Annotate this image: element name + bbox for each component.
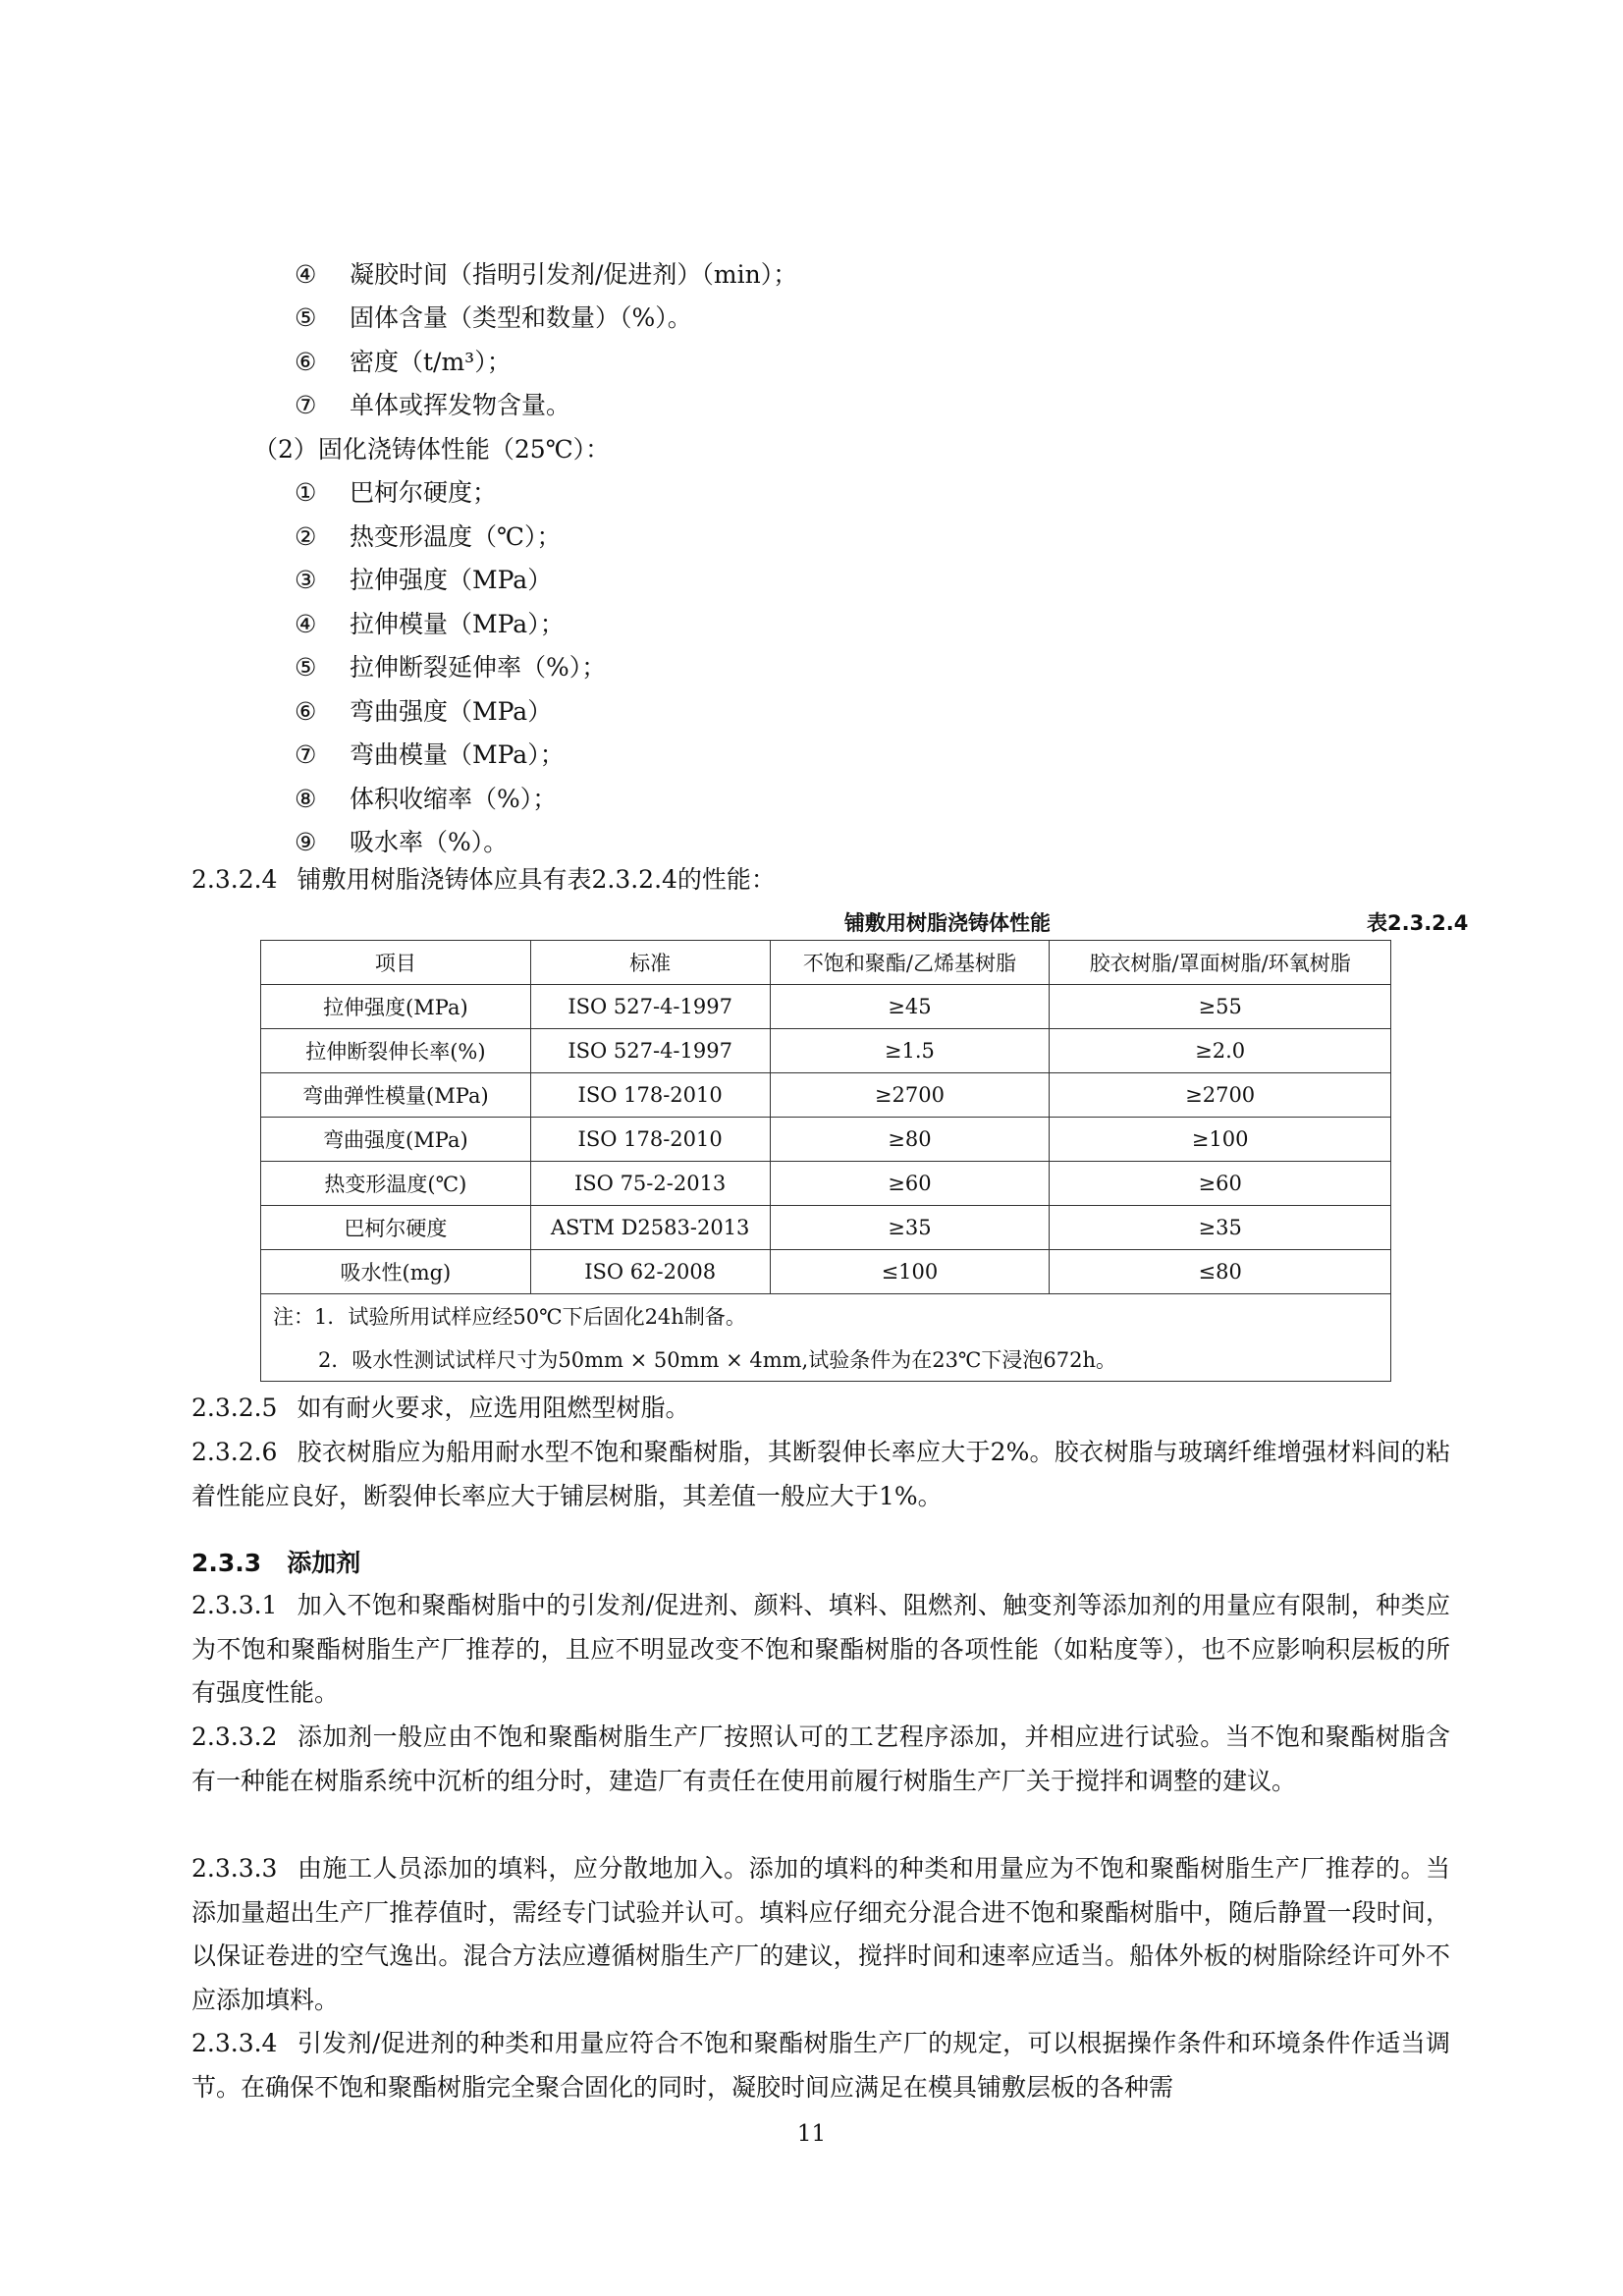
table-cell: ≤80 — [1050, 1250, 1391, 1294]
table-cell: ISO 178-2010 — [530, 1118, 770, 1162]
table-header-row — [261, 941, 1391, 985]
list-item: ④ 拉伸模量（MPa）； — [295, 610, 565, 638]
table-cell: ≥60 — [1050, 1162, 1391, 1206]
list-item: ⑨ 吸水率（%）。 — [295, 828, 509, 856]
table-cell: ≥2700 — [1050, 1073, 1391, 1118]
column-header: 标准 — [530, 941, 770, 985]
paragraph-2-3-2-4: 2.3.2.4 铺敷用树脂浇铸体应具有表2.3.2.4的性能： — [191, 865, 776, 894]
table-cell: ≥80 — [770, 1118, 1050, 1162]
page-number: 11 — [796, 2121, 827, 2147]
list-item: ⑧ 体积收缩率（%）； — [295, 785, 558, 813]
table-cell: ≥60 — [770, 1162, 1050, 1206]
list-item: ⑤ 拉伸断裂延伸率（%）； — [295, 653, 607, 682]
table-row — [261, 1162, 1391, 1206]
table-note: 注：1．试验所用试样应经50℃下后固化24h制备。 — [261, 1294, 1391, 1339]
table-cell: 拉伸断裂伸长率(%) — [261, 1029, 531, 1073]
table-caption: 铺敷用树脂浇铸体性能 — [844, 911, 1051, 935]
properties-table — [260, 940, 1391, 1382]
paragraph-2-3-3-4: 2.3.3.4 引发剂/促进剂的种类和用量应符合不饱和聚酯树脂生产厂的规定，可以根据操作条件和环境条件作适当调节。在确保不饱和聚酯树脂完全聚合固化的同时，凝胶时间应满足在模具铺敷层板的各种需 — [191, 2029, 1450, 2102]
table-note-row — [261, 1338, 1391, 1382]
table-cell: ≥45 — [770, 985, 1050, 1029]
table-cell: ≥1.5 — [770, 1029, 1050, 1073]
list-item: ⑦ 弯曲模量（MPa）； — [295, 740, 565, 769]
table-cell: ISO 62-2008 — [530, 1250, 770, 1294]
paragraph-2-3-2-6: 2.3.2.6 胶衣树脂应为船用耐水型不饱和聚酯树脂，其断裂伸长率应大于2%。胶衣树脂与玻璃纤维增强材料间的粘着性能应良好，断裂伸长率应大于铺层树脂，其差值一般应大于1%。 — [191, 1438, 1450, 1510]
column-header: 胶衣树脂/罩面树脂/环氧树脂 — [1050, 941, 1391, 985]
paragraph-2-3-3-3: 2.3.3.3 由施工人员添加的填料，应分散地加入。添加的填料的种类和用量应为不饱和聚酯树脂生产厂推荐的。当添加量超出生产厂推荐值时，需经专门试验并认可。填料应仔细充分混合进不饱和聚酯树脂中，随后静置一段时间，以保证卷进的空气逸出。混合方法应遵循树脂生产厂的建议，搅拌时间和速率应适当。船体外板的树脂除经许可外不应添加填料。 — [191, 1854, 1450, 2014]
list-item: ① 巴柯尔硬度； — [295, 478, 498, 507]
table-note: 2．吸水性测试试样尺寸为50mm × 50mm × 4mm,试验条件为在23℃下浸泡672h。 — [261, 1338, 1391, 1382]
paragraph-2-3-3-2: 2.3.3.2 添加剂一般应由不饱和聚酯树脂生产厂按照认可的工艺程序添加，并相应进行试验。当不饱和聚酯树脂含有一种能在树脂系统中沉析的组分时，建造厂有责任在使用前履行树脂生产厂关于搅拌和调整的建议。 — [191, 1722, 1450, 1795]
sub-heading: （2）固化浇铸体性能（25℃）： — [253, 435, 611, 464]
table-cell: ≥35 — [770, 1206, 1050, 1250]
table-cell: ISO 75-2-2013 — [530, 1162, 770, 1206]
table-cell: 巴柯尔硬度 — [261, 1206, 531, 1250]
table-row — [261, 1118, 1391, 1162]
list-item: ⑥ 弯曲强度（MPa） — [295, 697, 553, 726]
table-label: 表2.3.2.4 — [1367, 911, 1469, 935]
table-cell: ≥100 — [1050, 1118, 1391, 1162]
table-cell: ASTM D2583-2013 — [530, 1206, 770, 1250]
column-header: 项目 — [261, 941, 531, 985]
table-cell: ≥35 — [1050, 1206, 1391, 1250]
column-header: 不饱和聚酯/乙烯基树脂 — [770, 941, 1050, 985]
list-item: ③ 拉伸强度（MPa） — [295, 566, 553, 594]
table-row — [261, 1206, 1391, 1250]
table-cell: 热变形温度(℃) — [261, 1162, 531, 1206]
table-note-row — [261, 1294, 1391, 1339]
list-item: ⑦ 单体或挥发物含量。 — [295, 391, 571, 419]
table-cell: ISO 178-2010 — [530, 1073, 770, 1118]
table-row — [261, 985, 1391, 1029]
table-cell: 弯曲强度(MPa) — [261, 1118, 531, 1162]
table-cell: 吸水性(mg) — [261, 1250, 531, 1294]
list-item: ② 热变形温度（℃）； — [295, 522, 562, 551]
paragraph-2-3-3-1: 2.3.3.1 加入不饱和聚酯树脂中的引发剂/促进剂、颜料、填料、阻燃剂、触变剂等添加剂的用量应有限制，种类应为不饱和聚酯树脂生产厂推荐的，且应不明显改变不饱和聚酯树脂的各项性能（如粘度等），也不应影响积层板的所有强度性能。 — [191, 1591, 1450, 1707]
table-row — [261, 1250, 1391, 1294]
table-cell: 拉伸强度(MPa) — [261, 985, 531, 1029]
table-cell: ≥55 — [1050, 985, 1391, 1029]
table-row — [261, 1029, 1391, 1073]
section-heading: 2.3.3 添加剂 — [191, 1549, 361, 1577]
table-row — [261, 1073, 1391, 1118]
table-cell: ISO 527-4-1997 — [530, 1029, 770, 1073]
table-cell: ≤100 — [770, 1250, 1050, 1294]
table-cell: 弯曲弹性模量(MPa) — [261, 1073, 531, 1118]
table-cell: ≥2700 — [770, 1073, 1050, 1118]
list-item: ④ 凝胶时间（指明引发剂/促进剂）（min）； — [295, 260, 798, 289]
table-cell: ≥2.0 — [1050, 1029, 1391, 1073]
table-cell: ISO 527-4-1997 — [530, 985, 770, 1029]
list-item: ⑥ 密度（t/m³）； — [295, 348, 512, 376]
list-item: ⑤ 固体含量（类型和数量）（%）。 — [295, 303, 692, 332]
paragraph-2-3-2-5: 2.3.2.5 如有耐火要求，应选用阻燃型树脂。 — [191, 1394, 690, 1422]
